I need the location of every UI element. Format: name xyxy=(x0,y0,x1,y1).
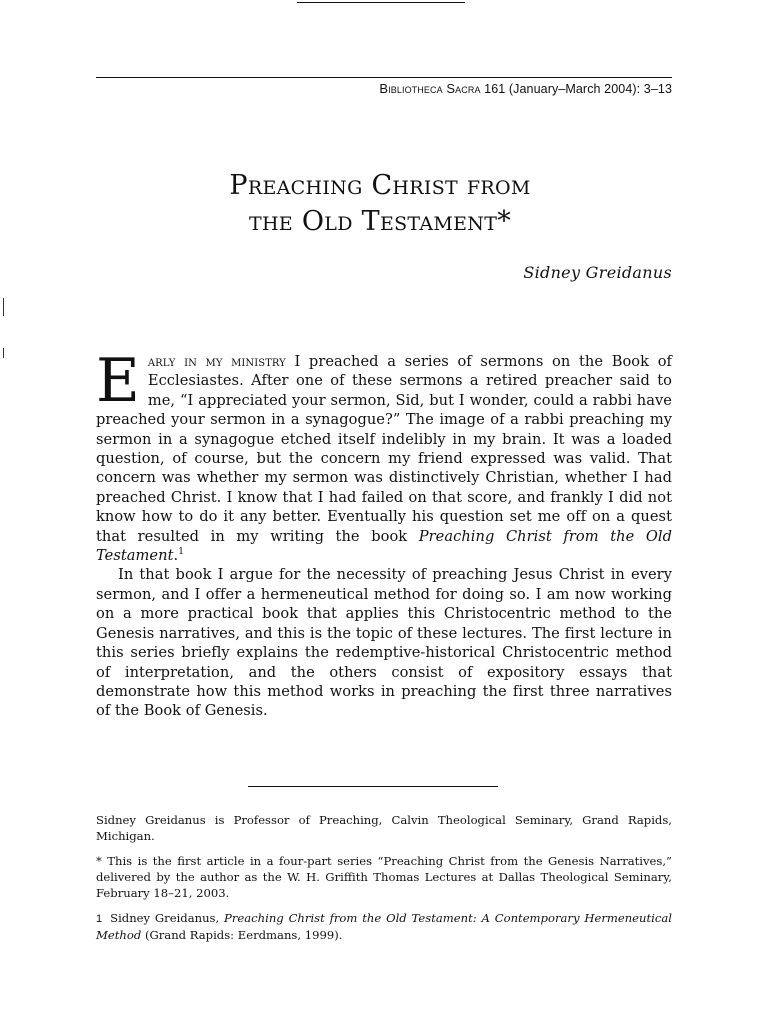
article-title xyxy=(120,168,640,240)
margin-scan-mark-1 xyxy=(3,298,4,316)
footnote-1-publication: (Grand Rapids: Eerdmans, 1999). xyxy=(141,928,343,942)
article-body xyxy=(96,346,672,721)
paragraph-2: In that book I argue for the necessity of preaching Jesus Christ in every sermon, and I offer a hermeneutical method for doing so. I am now working on a more practical book that applies this Christocentric method to the Genesis narratives, and this is the topic of these lectures. The first lecture in this series briefly explains the redemptive-historical Christocentric method of interpretation, and the others consist of expository essays that demonstrate how this method works in preaching the first three narratives of the Book of Genesis. xyxy=(96,566,672,720)
book-title: Preaching Christ from the Old Testament xyxy=(96,527,672,565)
footnote-ref-1[interactable]: 1 xyxy=(178,547,184,558)
footnote-rule xyxy=(248,786,498,787)
paragraph-1-text: I preached a series of sermons on the Book of Ecclesiastes. After one of these sermons a retired preacher said to me, “I appreciated your sermon, Sid, but I wonder, could a rabbi have preached your sermon in a synagogue?” The image of a rabbi preaching my sermon in a synagogue etched itself indelibly in my brain. It was a loaded question, of course, but the concern my friend expressed was valid. That concern was whether my sermon was distinctively Christian, whether I had preached Christ. I know that I had failed on that score, and frankly I did not know how to do it any better. Eventually his question set me off on a quest that resulted in my writing the book xyxy=(96,353,672,545)
title-line-1: Preaching Christ from xyxy=(229,170,531,201)
footnote-1-author: Sidney Greidanus, xyxy=(110,911,225,925)
author-note: Sidney Greidanus is Professor of Preaching, Calvin Theological Seminary, Grand Rapids, Michigan. xyxy=(96,813,672,843)
journal-citation: 161 (January–March 2004): 3–13 xyxy=(484,82,672,96)
paragraph-1 xyxy=(96,346,672,565)
footnote-1-number: 1 xyxy=(96,913,103,925)
top-rule xyxy=(297,2,465,3)
lead-in: arly in my ministry xyxy=(147,353,286,370)
margin-scan-mark-2 xyxy=(3,348,4,358)
paragraph-1-end: . xyxy=(173,547,179,565)
title-line-2: the Old Testament* xyxy=(248,206,512,237)
drop-cap: E xyxy=(96,346,140,416)
running-head xyxy=(379,81,672,96)
footnote-1-title: Preaching Christ from the Old Testament: A Contemporary Hermeneutical Method xyxy=(96,911,672,942)
footnote-1 xyxy=(96,910,672,943)
journal-name: Bibliotheca Sacra xyxy=(379,81,481,96)
star-note: * This is the first article in a four-part series “Preaching Christ from the Genesis Narratives,” delivered by the author as the W. H. Griffith Thomas Lectures at Dallas Theological Seminary, February 18–21, 2003. xyxy=(96,854,672,900)
article-author: Sidney Greidanus xyxy=(523,263,672,282)
header-rule xyxy=(96,77,672,78)
footnotes xyxy=(96,812,672,952)
